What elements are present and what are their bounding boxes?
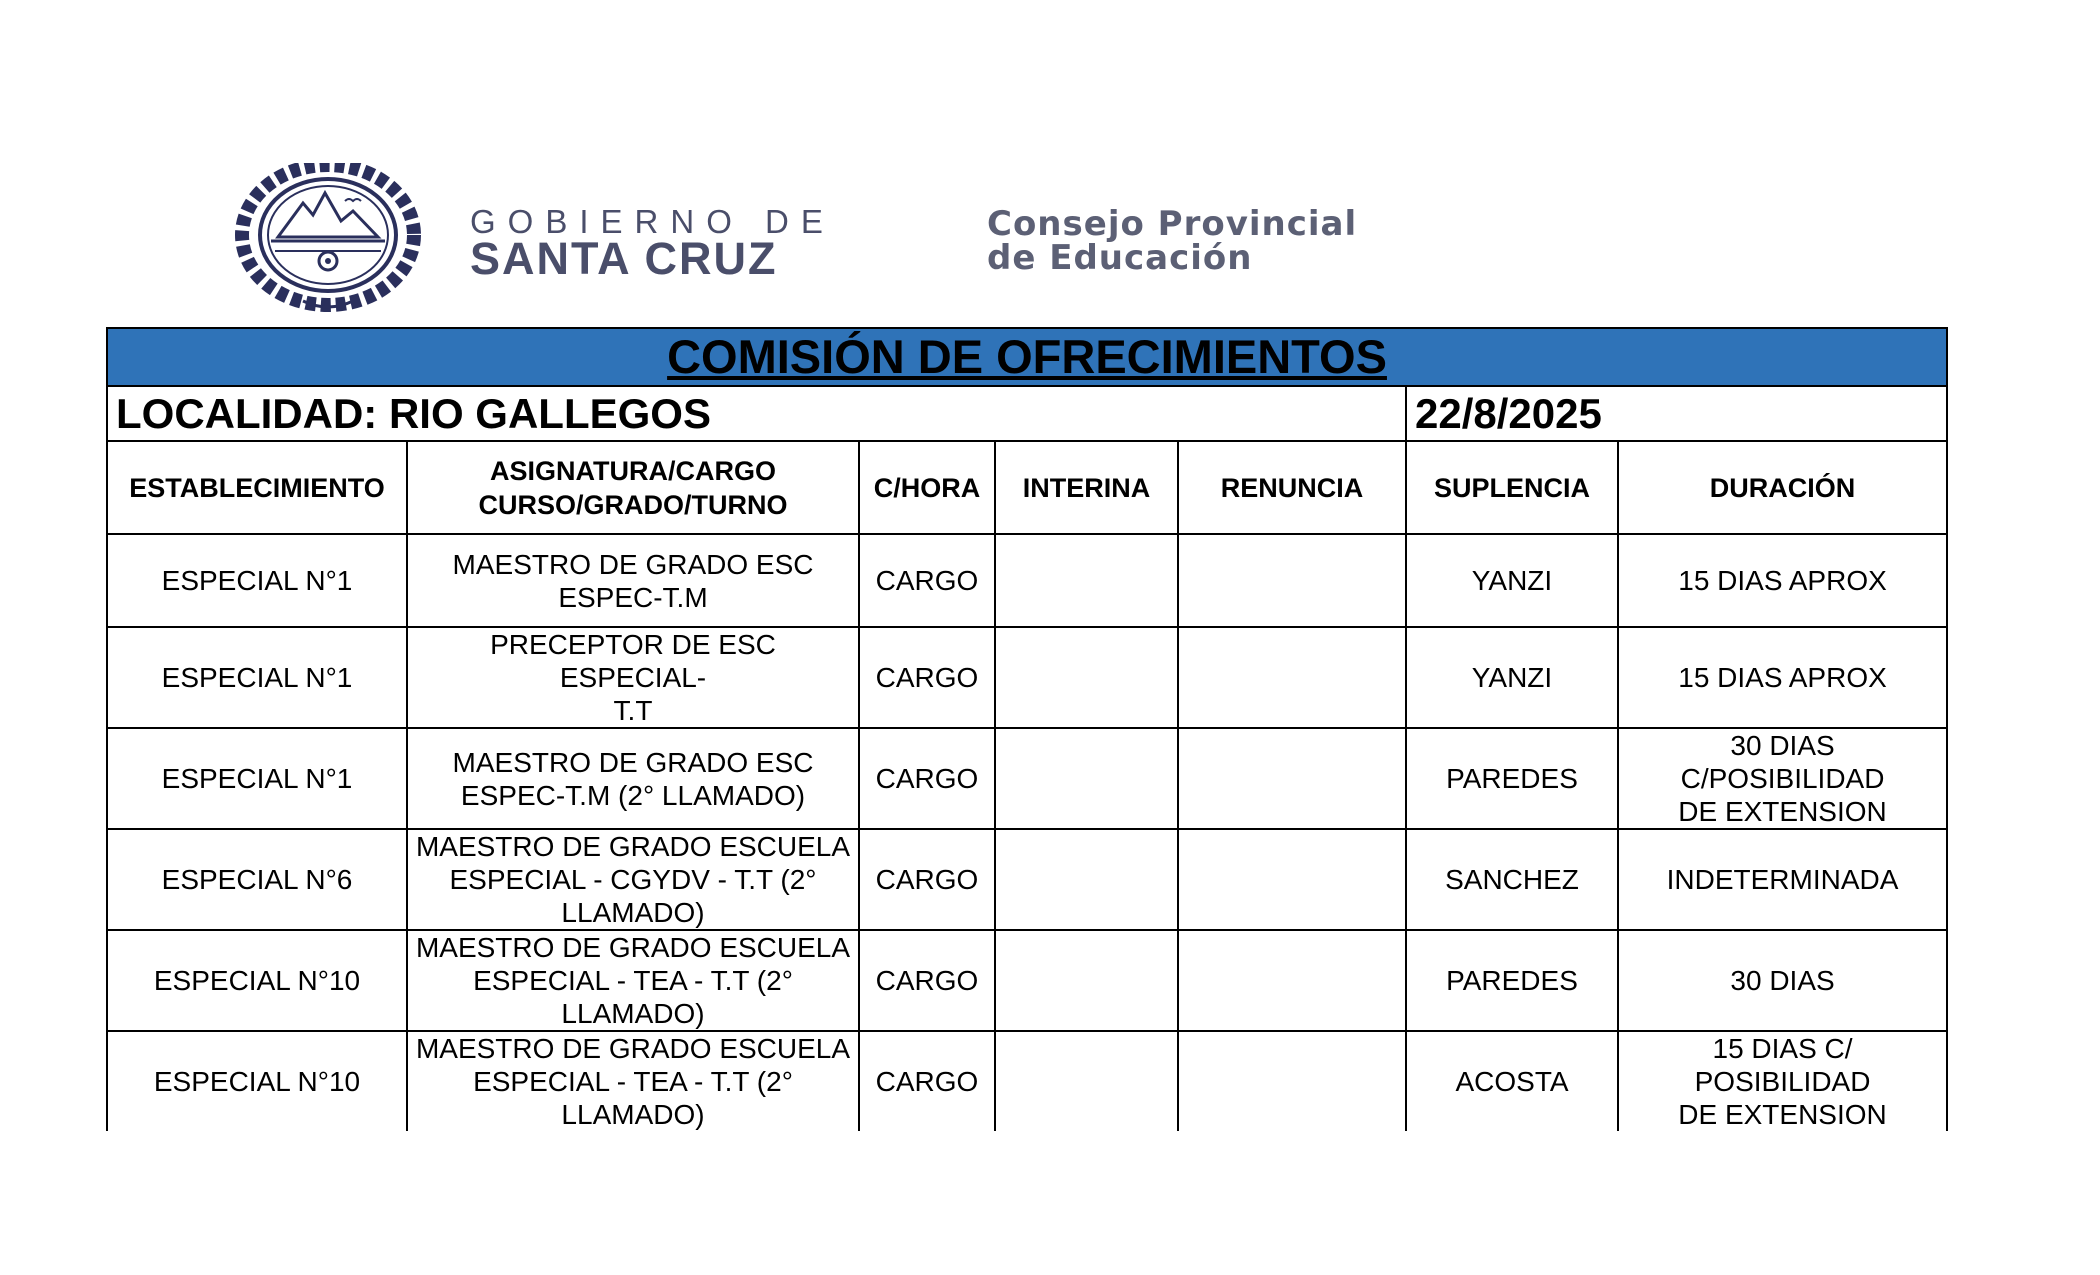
cell-chora: CARGO — [859, 930, 995, 1031]
table-row — [107, 1031, 1947, 1131]
locality-label: LOCALIDAD: RIO GALLEGOS — [107, 386, 1406, 441]
table-row — [107, 930, 1947, 1031]
column-header-row — [107, 441, 1947, 534]
cell-renuncia — [1178, 627, 1406, 728]
cell-establecimiento: ESPECIAL N°1 — [107, 627, 407, 728]
document-header — [233, 163, 1433, 313]
cell-interina — [995, 728, 1178, 829]
col-header-chora: C/HORA — [859, 441, 995, 534]
cell-asignatura: MAESTRO DE GRADO ESC ESPEC-T.M (2° LLAMADO) — [407, 728, 859, 829]
cell-suplencia: SANCHEZ — [1406, 829, 1618, 930]
cell-renuncia — [1178, 930, 1406, 1031]
col-header-interina: INTERINA — [995, 441, 1178, 534]
document-date: 22/8/2025 — [1406, 386, 1947, 441]
cell-suplencia: ACOSTA — [1406, 1031, 1618, 1131]
table-row — [107, 627, 1947, 728]
cell-interina — [995, 829, 1178, 930]
col-header-suplencia: SUPLENCIA — [1406, 441, 1618, 534]
cell-renuncia — [1178, 829, 1406, 930]
cell-duracion: 30 DIAS — [1618, 930, 1947, 1031]
table-row — [107, 534, 1947, 627]
table-row — [107, 829, 1947, 930]
cell-chora: CARGO — [859, 829, 995, 930]
council-wordmark — [987, 204, 1358, 278]
col-header-asignatura: ASIGNATURA/CARGO CURSO/GRADO/TURNO — [407, 441, 859, 534]
cell-duracion: 15 DIAS APROX — [1618, 627, 1947, 728]
cell-establecimiento: ESPECIAL N°1 — [107, 534, 407, 627]
cell-interina — [995, 930, 1178, 1031]
col-header-duracion: DURACIÓN — [1618, 441, 1947, 534]
cell-suplencia: YANZI — [1406, 534, 1618, 627]
cell-asignatura: MAESTRO DE GRADO ESC ESPEC-T.M — [407, 534, 859, 627]
locality-row — [107, 386, 1947, 441]
cell-asignatura: PRECEPTOR DE ESC ESPECIAL- T.T — [407, 627, 859, 728]
cell-establecimiento: ESPECIAL N°1 — [107, 728, 407, 829]
cell-suplencia: YANZI — [1406, 627, 1618, 728]
cell-duracion: 15 DIAS APROX — [1618, 534, 1947, 627]
cell-renuncia — [1178, 728, 1406, 829]
cell-asignatura: MAESTRO DE GRADO ESCUELA ESPECIAL - CGYDV - T.T (2° LLAMADO) — [407, 829, 859, 930]
cell-chora: CARGO — [859, 627, 995, 728]
cell-chora: CARGO — [859, 1031, 995, 1131]
title-row — [107, 328, 1947, 386]
cell-duracion: INDETERMINADA — [1618, 829, 1947, 930]
province-name: SANTA CRUZ — [470, 233, 778, 284]
cell-renuncia — [1178, 534, 1406, 627]
government-label: GOBIERNO DE — [470, 203, 835, 240]
santa-cruz-seal-icon — [233, 163, 423, 313]
cell-suplencia: PAREDES — [1406, 728, 1618, 829]
table-row — [107, 728, 1947, 829]
cell-interina — [995, 627, 1178, 728]
cell-interina — [995, 1031, 1178, 1131]
document-title: COMISIÓN DE OFRECIMIENTOS — [107, 328, 1947, 386]
cell-establecimiento: ESPECIAL N°10 — [107, 1031, 407, 1131]
cell-establecimiento: ESPECIAL N°6 — [107, 829, 407, 930]
council-name-line1: Consejo Provincial — [987, 204, 1358, 244]
cell-duracion: 30 DIAS C/POSIBILIDAD DE EXTENSION — [1618, 728, 1947, 829]
government-wordmark — [470, 203, 835, 284]
cell-renuncia — [1178, 1031, 1406, 1131]
col-header-renuncia: RENUNCIA — [1178, 441, 1406, 534]
cell-suplencia: PAREDES — [1406, 930, 1618, 1031]
cell-chora: CARGO — [859, 534, 995, 627]
cell-interina — [995, 534, 1178, 627]
cell-chora: CARGO — [859, 728, 995, 829]
col-header-establecimiento: ESTABLECIMIENTO — [107, 441, 407, 534]
cell-establecimiento: ESPECIAL N°10 — [107, 930, 407, 1031]
offers-table — [106, 327, 1948, 1131]
cell-duracion: 15 DIAS C/ POSIBILIDAD DE EXTENSION — [1618, 1031, 1947, 1131]
cell-asignatura: MAESTRO DE GRADO ESCUELA ESPECIAL - TEA - T.T (2° LLAMADO) — [407, 930, 859, 1031]
cell-asignatura: MAESTRO DE GRADO ESCUELA ESPECIAL - TEA - T.T (2° LLAMADO) — [407, 1031, 859, 1131]
council-name-line2: de Educación — [987, 238, 1253, 278]
